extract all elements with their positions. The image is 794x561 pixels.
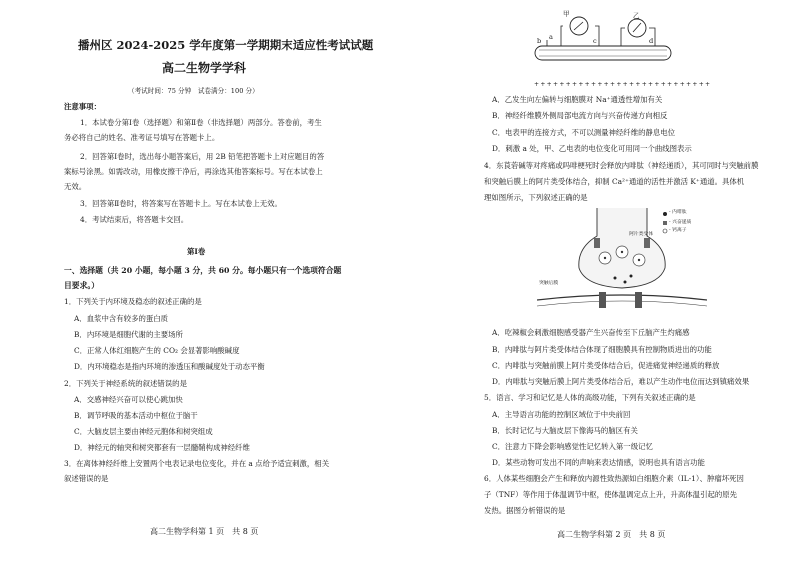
exam-subtitle: 高二生物学学科 xyxy=(162,61,247,75)
question-6-cont: 子（TNF）等作用于体温调节中枢，使体温调定点上升，升高体温引起的原先 xyxy=(484,490,738,499)
legend-item: - 兴奋递质 xyxy=(669,220,692,225)
point-b-label: b xyxy=(537,37,542,45)
receptor-label: 阿片类受体 xyxy=(629,232,653,237)
postsynaptic-membrane xyxy=(537,295,707,300)
note-line: 无效。 xyxy=(64,182,87,191)
charge-row: + + + + + + + + + + + + + + + + + + + + + + + + + + + + xyxy=(534,81,710,88)
question-4-cont: 和突触后膜上的阿片类受体结合，抑制 Ca²⁺通道的活性并激活 K⁺通道。具体机 xyxy=(484,177,745,186)
part-title: 第Ⅰ卷 xyxy=(187,247,206,256)
nerve-fiber-figure xyxy=(525,6,673,88)
notes-heading: 注意事项： xyxy=(64,102,101,111)
question-1: 1．下列关于内环境及稳态的叙述正确的是 xyxy=(64,297,202,306)
question-6-cont: 发热。据图分析错误的是 xyxy=(484,506,566,515)
note-line: 3．回答第Ⅱ卷时，将答案写在答题卡上。写在本试卷上无效。 xyxy=(80,199,282,208)
exam-title: 播州区 2024-2025 学年度第一学期期末适应性考试试题 xyxy=(78,38,374,52)
option: B．神经纤维膜外侧局部电流方向与兴奋传递方向相反 xyxy=(492,111,668,120)
note-line: 2．回答第Ⅰ卷时，选出每小题答案后，用 2B 铅笔把答题卡上对应题目的答 xyxy=(80,152,325,161)
note-line: 案标号涂黑。如需改动，用橡皮擦干净后，再涂选其他答案标号。写在本试卷上 xyxy=(64,167,323,176)
option: A．吃辣椒会刺激细胞感受器产生兴奋传至下丘脑产生灼痛感 xyxy=(492,328,690,337)
option: D．内环境稳态是指内环境的渗透压和酸碱度处于动态平衡 xyxy=(74,362,265,371)
option: C．电表甲的连接方式，不可以测量神经纤维的静息电位 xyxy=(492,128,676,137)
question-3: 3．在离体神经纤维上安置两个电表记录电位变化，并在 a 点给予适宜刺激，相关 xyxy=(64,459,330,468)
option: C．大脑皮层主要由神经元胞体和树突组成 xyxy=(74,427,213,436)
option: C．注意力下降会影响感觉性记忆转入第一级记忆 xyxy=(492,442,653,451)
option: B．调节呼吸的基本活动中枢位于脑干 xyxy=(74,411,198,420)
note-line: 4．考试结束后，将答题卡交回。 xyxy=(80,215,189,224)
question-6: 6．人体某些细胞会产生和释放内源性致热源如白细胞介素（IL-1）、肿瘤坏死因 xyxy=(484,474,744,483)
question-2: 2．下列关于神经系统的叙述错误的是 xyxy=(64,379,187,388)
option: D．神经元的轴突和树突都套有一层髓鞘构成神经纤维 xyxy=(74,443,250,452)
option: C．正常人体红细胞产生的 CO₂ 会显著影响酸碱度 xyxy=(74,346,240,355)
section-title: 一、选择题（共 20 小题，每小题 3 分，共 60 分。每小题只有一个选项符合题 xyxy=(64,266,342,275)
option: D．内啡肽与突触后膜上阿片类受体结合后，难以产生动作电位而达到镇痛效果 xyxy=(492,377,750,386)
option: A．主导语言功能的控制区域位于中央前回 xyxy=(492,410,631,419)
question-4: 4．东莨菪碱等对疼痛或吗啡梗死时会释放内啡肽（神经递质），其可同时与突触前膜 xyxy=(484,161,759,170)
note-line: 务必将自己的姓名、准考证号填写在答题卡上。 xyxy=(64,133,220,142)
point-c-label: c xyxy=(593,37,597,45)
meter-jia-label: 甲 xyxy=(563,10,570,18)
right-page xyxy=(397,0,794,561)
question-5: 5．语言、学习和记忆是人体的高级功能，下列有关叙述正确的是 xyxy=(484,393,696,402)
meter-yi-label: 乙 xyxy=(633,12,640,20)
option: D．某些动物可发出不同的声响来表达情感，说明也具有语言功能 xyxy=(492,458,705,467)
section-title-cont: 目要求。） xyxy=(64,281,100,290)
option: A．乙发生向左偏转与细胞膜对 Na⁺通透性增加有关 xyxy=(492,95,663,104)
synapse-figure xyxy=(537,208,707,323)
page-footer: 高二生物学科第 1 页 共 8 页 xyxy=(150,527,259,536)
legend-item: - 钙离子 xyxy=(669,228,687,233)
note-line: 1．本试卷分第Ⅰ卷（选择题）和第Ⅱ卷（非选择题）两部分。答卷前，考生 xyxy=(80,118,322,127)
point-a-label: a xyxy=(549,33,553,41)
point-d-label: d xyxy=(649,37,654,45)
option: A．交感神经兴奋可以使心跳加快 xyxy=(74,395,183,404)
membrane-label: 突触后膜 xyxy=(539,281,559,286)
exam-info: （考试时间：75 分钟 试卷满分：100 分） xyxy=(128,87,259,95)
option: B．内啡肽与阿片类受体结合体现了细胞膜具有控制物质进出的功能 xyxy=(492,345,712,354)
option: D．刺激 a 处，甲、乙电表的电位变化可用同一个曲线图表示 xyxy=(492,144,692,153)
nerve-fiber xyxy=(535,46,671,60)
page-footer: 高二生物学科第 2 页 共 8 页 xyxy=(557,530,666,539)
legend-item: - 内啡肽 xyxy=(669,210,687,215)
option: C．内啡肽与突触前膜上阿片类受体结合后，促进痛觉神经递质的释放 xyxy=(492,361,720,370)
question-3-cont: 叙述错误的是 xyxy=(64,474,109,483)
option: B．内环境是细胞代谢的主要场所 xyxy=(74,330,183,339)
option: A．血浆中含有较多的蛋白质 xyxy=(74,314,169,323)
option: B．长时记忆与大脑皮层下像海马的脑区有关 xyxy=(492,426,638,435)
question-4-cont: 理如图所示，下列叙述正确的是 xyxy=(484,193,588,202)
